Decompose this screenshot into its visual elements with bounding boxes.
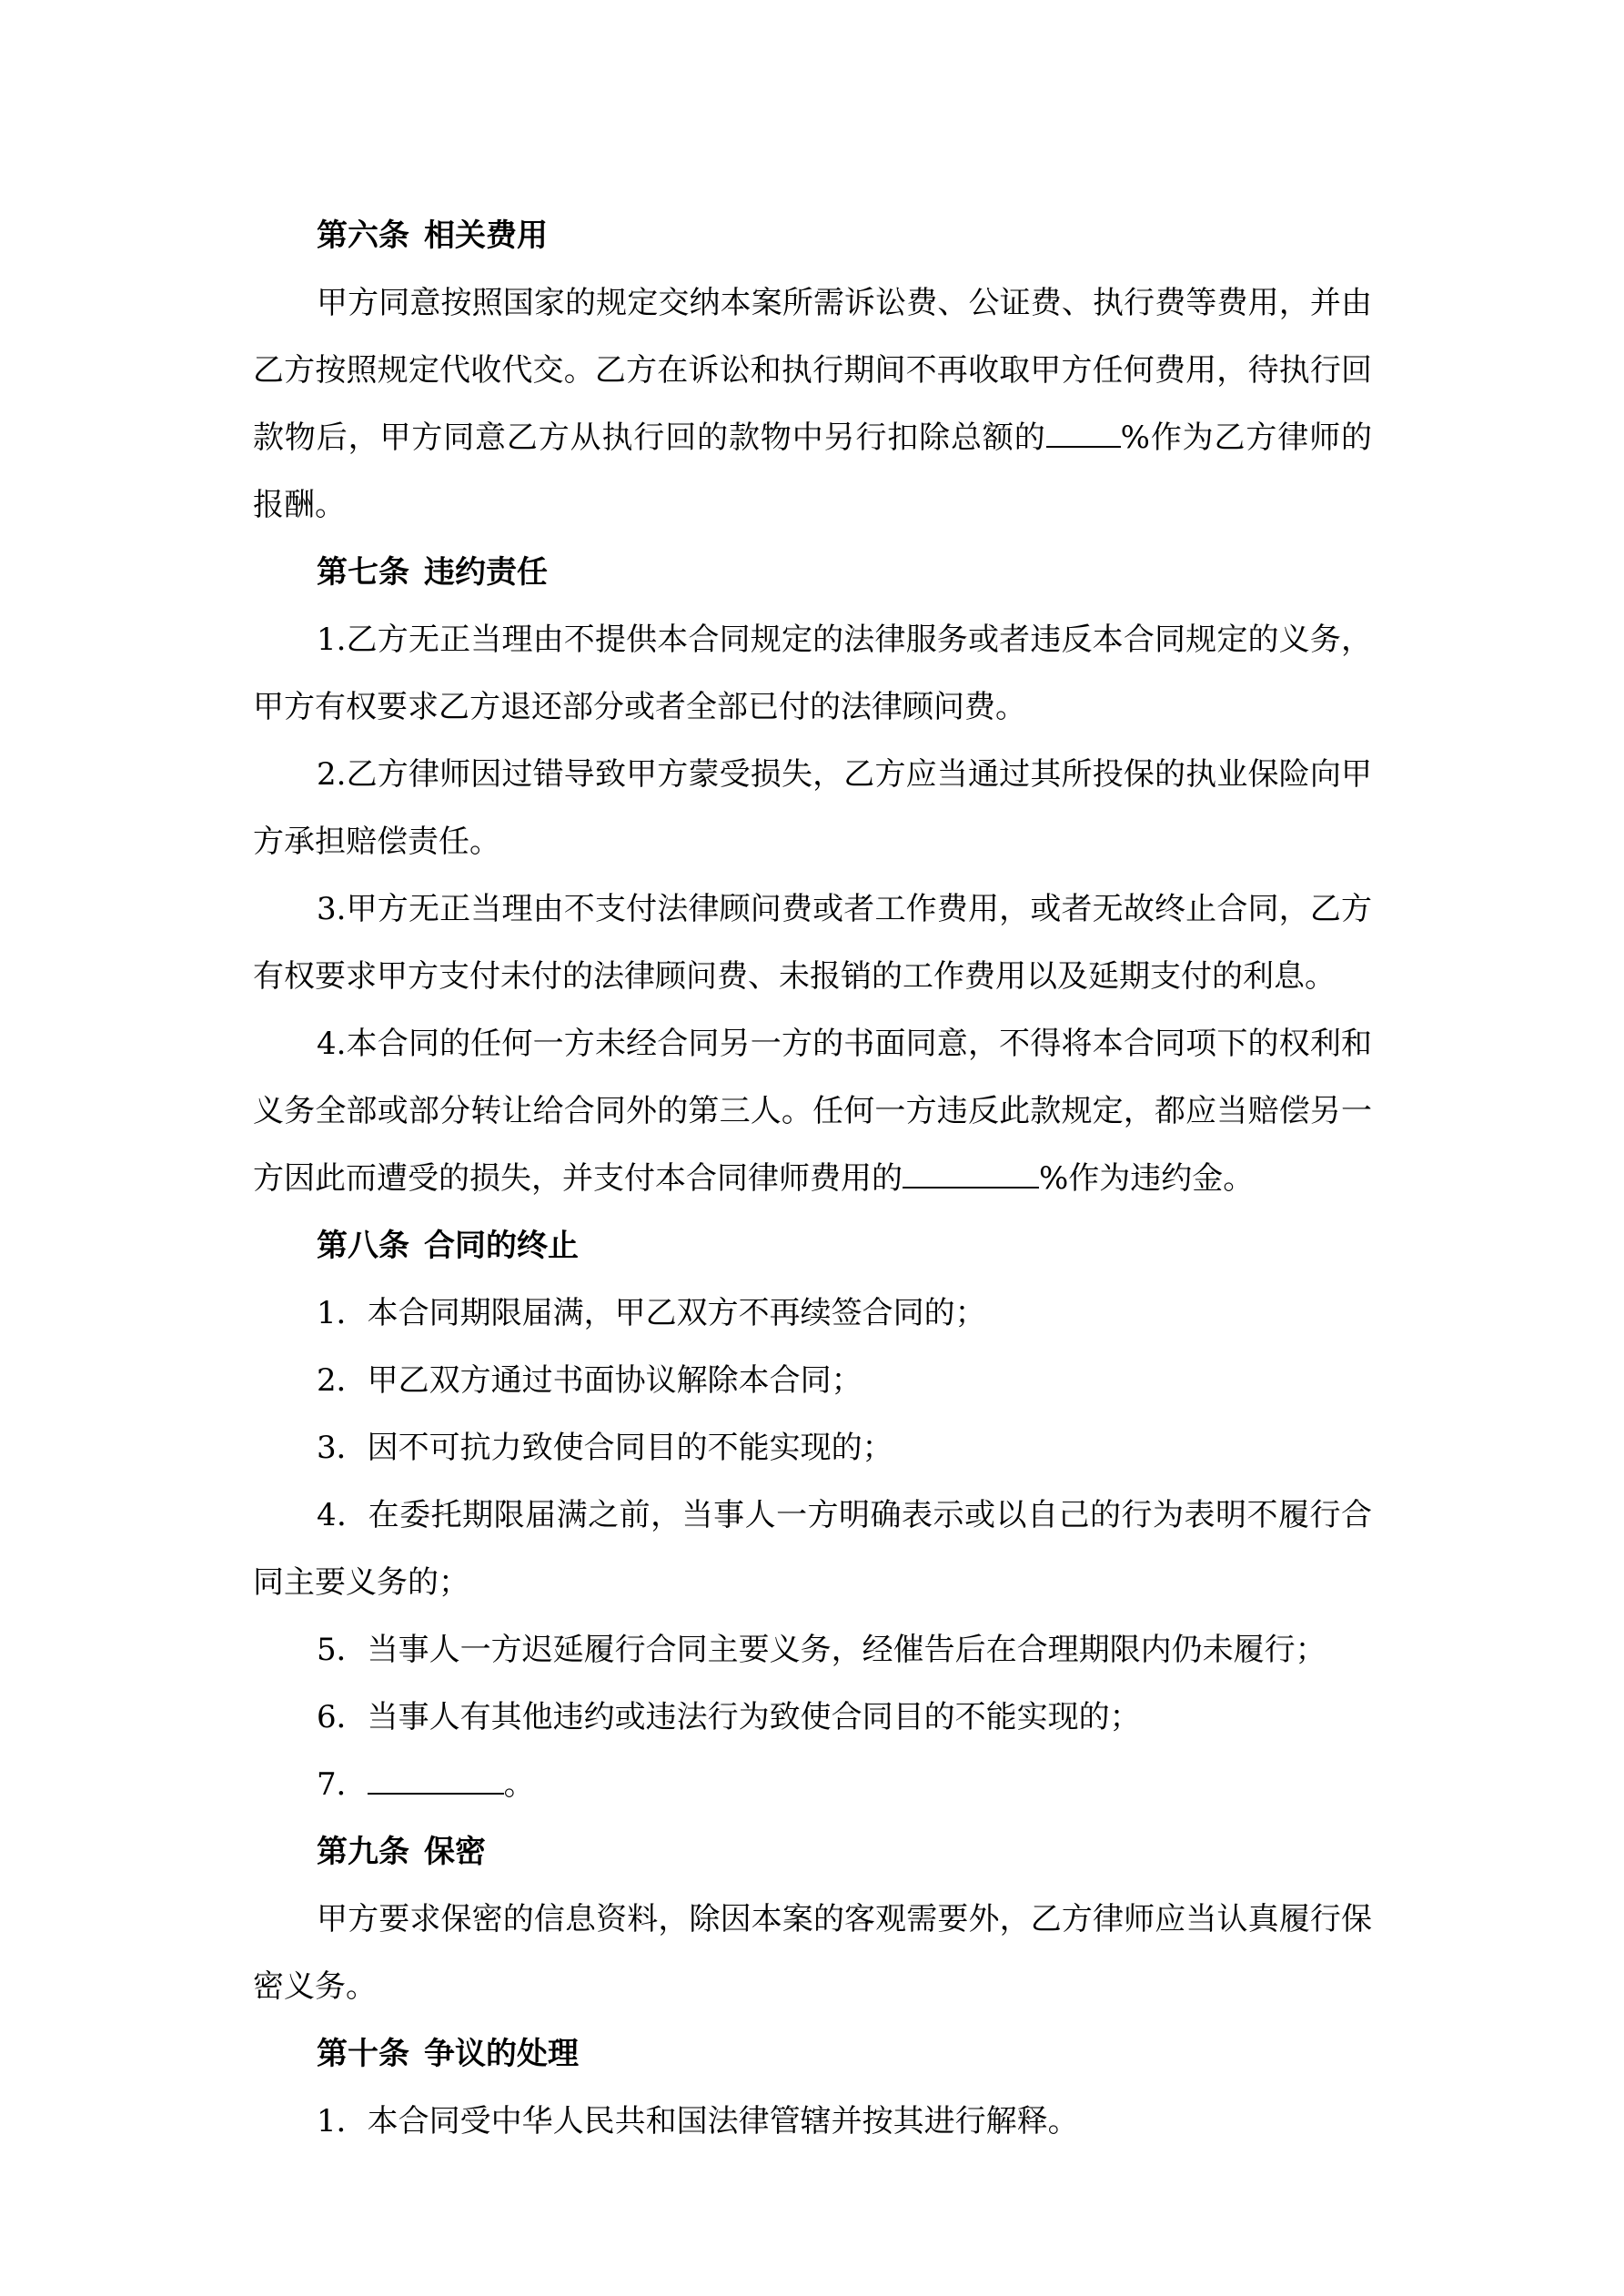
article-8-item-6: 6．当事人有其他违约或违法行为致使合同目的不能实现的； [317,1699,1141,1735]
paragraph-text: 甲方同意按照国家的规定交纳本案所需诉讼费、公证费、执行费等费用，并由乙方按照规定代收代交。乙方在诉讼和执行期间不再收取甲方任何费用，待执行回款物后，甲方同意乙方从执行回的款物中另行扣除总额的 [253,285,1372,456]
paragraph-text: %作为违约金。 [1039,1160,1255,1197]
article-8-item-1: 1．本合同期限届满，甲乙双方不再续签合同的； [317,1295,986,1331]
fill-in-blank[interactable] [368,1765,504,1795]
article-number: 第八条 [317,1228,409,1264]
article-9-paragraph-1: 甲方要求保密的信息资料，除因本案的客观需要外，乙方律师应当认真履行保密义务。 [253,1901,1372,2005]
article-6-heading [317,202,1372,269]
paragraph-text: 。 [503,1766,535,1803]
article-title: 争议的处理 [424,2036,579,2072]
article-title: 合同的终止 [424,1228,579,1264]
article-8-item-3: 3．因不可抗力致使合同目的不能实现的； [317,1430,893,1466]
article-title: 违约责任 [424,554,548,591]
article-8-heading [317,1212,1372,1279]
article-8-item-7 [253,1751,1372,1818]
document-body [253,202,1372,2155]
article-number: 第十条 [317,2036,409,2072]
article-8-item-4: 4．在委托期限届满之前，当事人一方明确表示或以自己的行为表明不履行合同主要义务的； [253,1497,1372,1601]
article-7-clause-2: 2.乙方律师因过错导致甲方蒙受损失，乙方应当通过其所投保的执业保险向甲方承担赔偿责任。 [253,756,1372,860]
fill-in-blank[interactable] [903,1159,1039,1188]
article-7-heading [317,539,1372,606]
article-number: 第六条 [317,217,409,254]
article-number: 第九条 [317,1834,409,1870]
paragraph-text: %作为乙方律师的报酬。 [253,420,1373,523]
article-7-clause-3: 3.甲方无正当理由不支付法律顾问费或者工作费用，或者无故终止合同，乙方有权要求甲方支付未付的法律顾问费、未报销的工作费用以及延期支付的利息。 [253,891,1372,995]
article-title: 相关费用 [424,217,548,254]
article-8-item-5: 5．当事人一方迟延履行合同主要义务，经催告后在合理期限内仍未履行； [317,1632,1326,1668]
fill-in-blank[interactable] [1046,419,1121,448]
article-8-item-2: 2．甲乙双方通过书面协议解除本合同； [317,1362,862,1399]
article-number: 第七条 [317,554,409,591]
article-7-clause-1: 1.乙方无正当理由不提供本合同规定的法律服务或者违反本合同规定的义务，甲方有权要求乙方退还部分或者全部已付的法律顾问费。 [253,622,1372,725]
article-title: 保密 [424,1834,486,1870]
article-10-heading [317,2020,1372,2088]
article-9-heading [317,1818,1372,1886]
article-6-paragraph-1 [253,269,1372,539]
article-7-clause-4 [253,1010,1372,1212]
article-10-item-1: 1．本合同受中华人民共和国法律管辖并按其进行解释。 [317,2103,1079,2139]
paragraph-text: 7． [317,1766,368,1803]
paragraph-text: 4.本合同的任何一方未经合同另一方的书面同意，不得将本合同项下的权利和义务全部或部分转让给合同外的第三人。任何一方违反此款规定，都应当赔偿另一方因此而遭受的损失，并支付本合同律师费用的 [253,1026,1372,1197]
